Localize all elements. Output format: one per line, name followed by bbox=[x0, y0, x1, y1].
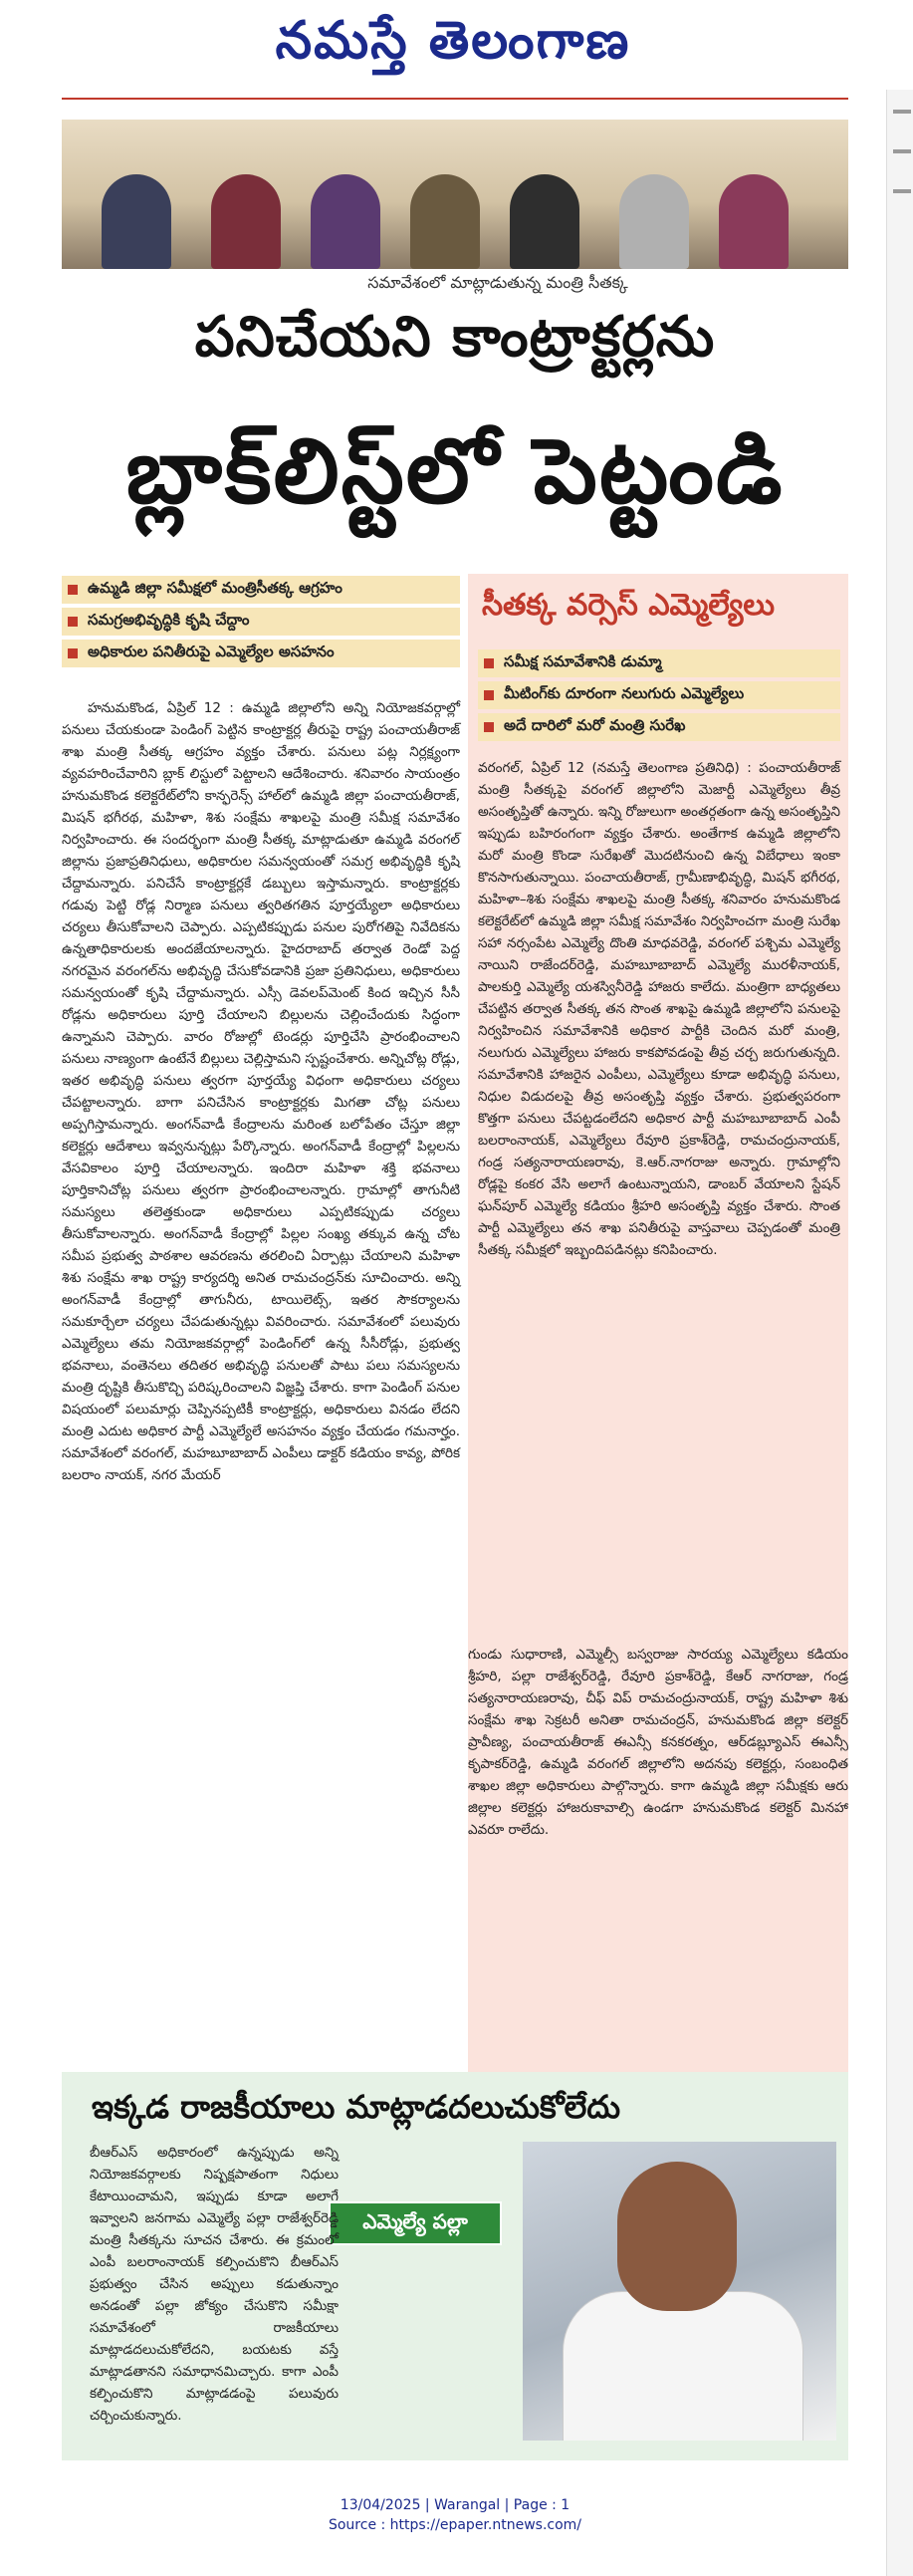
main-article-body bbox=[62, 697, 460, 1486]
bullet-square-icon bbox=[68, 617, 78, 627]
sidebar-title: సీతక్క వర్సెస్ ఎమ్మెల్యేలు bbox=[482, 588, 775, 623]
bullet-item: మీటింగ్‌కు దూరంగా నలుగురు ఎమ్మెల్యేలు bbox=[478, 681, 840, 709]
masthead bbox=[60, 12, 846, 82]
bullet-item: అదే దారిలో మరో మంత్రి సురేఖ bbox=[478, 713, 840, 741]
footer-source-line: Source : https://epaper.ntnews.com/ bbox=[328, 2517, 582, 2533]
meeting-photo bbox=[62, 120, 848, 269]
masthead-rule bbox=[62, 98, 848, 100]
headline-line1: పనిచేయని కాంట్రాక్టర్లను bbox=[194, 304, 716, 370]
page-footer bbox=[62, 2495, 848, 2535]
masthead-title: నమస్తే తెలంగాణ bbox=[275, 10, 631, 71]
footer-date-line: 13/04/2025 | Warangal | Page : 1 bbox=[340, 2497, 571, 2513]
continued-article-body bbox=[468, 1644, 848, 1841]
continued-article-text: గుండు సుధారాణి, ఎమ్మెల్సీ బస్వరాజు సారయ్య ఎమ్మెల్యేలు కడియం శ్రీహరి, పల్లా రాజేశ్వర్‌రెడ్డి, రేవూరి ప్రకాశ్‌రెడ్డి, కేఆర్ నాగరాజు, గండ్ర సత్యనారాయణరావు, చీఫ్ విప్ రామచంద్రునాయక్, రాష్ట్ర మహిళా శిశు సంక్షేమ శాఖ సెక్రటరీ అనితా రామచంద్రన్, హనుమకొండ జిల్లా కలెక్టర్ ప్రావీణ్య, పంచాయతీరాజ్ ఈఎన్సీ కనకరత్నం, ఆర్‌డబ్ల్యూఎస్ ఈఎన్సీ కృపాకర్‌రెడ్డి, ఉమ్మడి వరంగల్ జిల్లాలోని అదనపు కలెక్టర్లు, సంబంధిత శాఖల జిల్లా అధికారులు పాల్గొన్నారు. కాగా ఉమ్మడి జిల్లా సమీక్షకు ఆరు జిల్లాల కలెక్టర్లు హాజరుకావాల్సి ఉండగా హనుమకొండ కలెక్టర్ మినహా ఎవరూ రాలేదు. bbox=[468, 1647, 848, 1838]
mla-photo bbox=[523, 2142, 836, 2441]
bottom-story-body bbox=[90, 2142, 339, 2427]
headline-line2: బ్లాక్‌లిస్ట్‌లో పెట్టండి bbox=[125, 418, 785, 524]
left-bullets bbox=[62, 576, 460, 671]
bullet-item: సమగ్రఅభివృద్ధికి కృషి చేద్దాం bbox=[62, 608, 460, 636]
photo-figure-head bbox=[617, 2162, 737, 2311]
bullet-item: ఉమ్మడి జిల్లా సమీక్షలో మంత్రిసీతక్క ఆగ్రహం bbox=[62, 576, 460, 604]
mla-tag: ఎమ్మెల్యే పల్లా bbox=[329, 2201, 502, 2245]
sidebar-bullets bbox=[478, 649, 840, 745]
photo-caption: సమావేశంలో మాట్లాడుతున్న మంత్రి సీతక్క bbox=[367, 273, 628, 292]
main-article-text: హనుమకొండ, ఏప్రిల్ 12 : ఉమ్మడి జిల్లాలోని అన్ని నియోజకవర్గాల్లో పనులు చేయకుండా పెండింగ్ పెట్టిన కాంట్రాక్టర్ల తీరుపై రాష్ట్ర పంచాయతీరాజ్ శాఖ మంత్రి సీతక్క ఆగ్రహం వ్యక్తం చేశారు. పనులు పట్ల నిర్లక్ష్యంగా వ్యవహరించేవారిని బ్లాక్ లిస్టులో పెట్టాలని ఆదేశించారు. శనివారం సాయంత్రం హనుమకొండ కలెక్టరేట్‌లోని కాన్ఫరెన్స్ హాల్‌లో ఉమ్మడి జిల్లా పంచాయతీరాజ్, మిషన్ భగీరథ, మహిళా, శిశు సంక్షేమ శాఖలపై మంత్రి సమీక్ష సమావేశం నిర్వహించారు. ఈ సందర్భంగా మంత్రి సీతక్క మాట్లాడుతూ ఉమ్మడి వరంగల్ జిల్లాను ప్రజాప్రతినిధులు, అధికారుల సమన్వయంతో సమగ్ర అభివృద్ధికి కృషి చేద్దామన్నారు. పనిచేసే కాంట్రాక్టర్లకే డబ్బులు ఇస్తామన్నారు. కాంట్రాక్టర్లకు గడువు పెట్టి రోడ్ల నిర్మాణ పనులు త్వరితగతిన పూర్తయ్యేలా అధికారులు చర్యలు తీసుకోవాలని చెప్పారు. ఎప్పటికప్పుడు పనుల పురోగతిపై నివేదికను ఉన్నతాధికారులకు అందజేయాలన్నారు. హైదరాబాద్ తర్వాత రెండో పెద్ద నగరమైన వరంగల్‌ను అభివృద్ధి చేసుకోవడానికి ప్రజా ప్రతినిధులు, అధికారులు సమన్వయంతో కృషి చేద్దామన్నారు. ఎస్సీ డెవలప్‌మెంట్ కింద ఇచ్చిన సీసీ రోడ్లను అధికారులు పూర్తి చేయాలని బిల్లులను చెల్లించేందుకు సిద్ధంగా ఉన్నామని చెప్పారు. వారం రోజుల్లో టెండర్లు పూర్తిచేసి ప్రారంభించాలని పనులు నాణ్యంగా ఉంటేనే బిల్లులు చెల్లిస్తామని స్పష్టంచేశారు. అన్నిచోట్ల రోడ్లు, ఇతర అభివృద్ధి పనులు త్వరగా పూర్తయ్యే విధంగా అధికారులు చర్యలు చేపట్టాలన్నారు. బాగా పనిచేసిన కాంట్రాక్టర్లకు మిగతా చోట్ల పనులు అప్పగిస్తామన్నారు. అంగన్‌వాడీ కేంద్రాలను మరింత బలోపేతం చేస్తూ జిల్లా కలెక్టర్లు ఆదేశాలు ఇవ్వనున్నట్లు పేర్కొన్నారు. అంగన్‌వాడీ కేంద్రాల్లో పిల్లలను వేసవికాలం పూర్తి చేయాలన్నారు. ఇందిరా మహిళా శక్తి భవనాలు పూర్తికానిచోట్ల పనులు త్వరగా ప్రారంభించాలన్నారు. గ్రామాల్లో తాగునీటి సమస్యలు తలెత్తకుండా అధికారులు ఎప్పటికప్పుడు చర్యలు తీసుకోవాలన్నారు. అంగన్‌వాడీ కేంద్రాల్లో పిల్లల సంఖ్య తక్కువ ఉన్న చోట సమీప ప్రభుత్వ పాఠశాల ఆవరణను తరలించి ఏర్పాట్లు చేయాలని మహిళా శిశు సంక్షేమ శాఖ రాష్ట్ర కార్యదర్శి అనిత రామచంద్రన్‌కు సూచించారు. అన్ని అంగన్‌వాడీ కేంద్రాల్లో తాగునీరు, టాయిలెట్స్, ఇతర సౌకర్యాలను సమకూర్చేలా చర్యలు చేపడుతున్నట్లు వివరించారు. సమావేశంలో పలువురు ఎమ్మెల్యేలు తమ నియోజకవర్గాల్లో పెండింగ్‌లో ఉన్న సీసీరోడ్లు, ప్రభుత్వ భవనాలు, వంతెనలు తదితర అభివృద్ధి పనులతో పాటు పలు సమస్యలను మంత్రి దృష్టికి తీసుకొచ్చి పరిష్కరించాలని విజ్ఞప్తి చేశారు. కాగా పెండింగ్ పనుల విషయంలో పలుమార్లు చెప్పినప్పటికీ కాంట్రాక్టర్లు, అధికారులు వినడం లేదని మంత్రి ఎదుట అధికార పార్టీ ఎమ్మెల్యేలే అసహనం వ్యక్తం చేయడం గమనార్హం. సమావేశంలో వరంగల్, మహబూబాబాద్ ఎంపీలు డాక్టర్ కడియం కావ్య, పోరిక బలరాం నాయక్, నగర మేయర్ bbox=[62, 700, 460, 1483]
bullet-item: సమీక్ష సమావేశానికి డుమ్మా bbox=[478, 649, 840, 677]
bullet-square-icon bbox=[68, 585, 78, 595]
sidebar-body bbox=[478, 757, 840, 1261]
bullet-square-icon bbox=[484, 658, 494, 668]
bottom-story-title: ఇక్కడ రాజకీయాలు మాట్లాడదలుచుకోలేదు bbox=[92, 2088, 621, 2126]
adjacent-page-edge bbox=[886, 90, 913, 2576]
bullet-square-icon bbox=[484, 690, 494, 700]
bullet-square-icon bbox=[68, 648, 78, 658]
bottom-story-text: బీఆర్‌ఎస్ అధికారంలో ఉన్నప్పుడు అన్ని నియోజకవర్గాలకు నిష్పక్షపాతంగా నిధులు కేటాయించామని, ఇప్పుడు కూడా అలాగే ఇవ్వాలని జనగామ ఎమ్మెల్యే పల్లా రాజేశ్వర్‌రెడ్డి మంత్రి సీతక్కను సూచన చేశారు. ఈ క్రమంలో ఎంపీ బలరాంనాయక్ కల్పించుకొని బీఆర్‌ఎస్ ప్రభుత్వం చేసిన అప్పులు కడుతున్నాం అనడంతో పల్లా జోక్యం చేసుకొని సమీక్షా సమావేశంలో రాజకీయాలు మాట్లాడదలుచుకోలేదని, బయటకు వస్తే మాట్లాడతానని సమాధానమిచ్చారు. కాగా ఎంపీ కల్పించుకొని మాట్లాడడంపై పలువురు చర్చించుకున్నారు. bbox=[90, 2145, 339, 2424]
bullet-square-icon bbox=[484, 722, 494, 732]
sidebar-text: వరంగల్, ఏప్రిల్ 12 (నమస్తే తెలంగాణ ప్రతినిధి) : పంచాయతీరాజ్ మంత్రి సీతక్కపై వరంగల్ జిల్లాలోని మెజార్టీ ఎమ్మెల్యేలు తీవ్ర అసంతృప్తితో ఉన్నారు. ఇన్ని రోజులుగా అంతర్గతంగా ఉన్న అసంతృప్తిని ఇప్పుడు బహిరంగంగా వ్యక్తం చేశారు. అంతేగాక ఉమ్మడి జిల్లాలోని మరో మంత్రి కొండా సురేఖతో మొదటినుంచి ఉన్న విబేధాలు ఇంకా కొనసాగుతున్నాయి. పంచాయతీరాజ్, గ్రామీణాభివృద్ధి, మిషన్ భగీరథ, మహిళా–శిశు సంక్షేమ శాఖలపై మంత్రి సీతక్క శనివారం హనుమకొండ కలెక్టరేట్‌లో ఉమ్మడి జిల్లా సమీక్ష సమావేశం నిర్వహించగా మంత్రి సురేఖ సహా నర్సంపేట ఎమ్మెల్యే దొంతి మాధవరెడ్డి, వరంగల్ పశ్చిమ ఎమ్మెల్యే నాయిని రాజేందర్‌రెడ్డి, మహబూబాబాద్ ఎమ్మెల్యే మురళీనాయక్, పాలకుర్తి ఎమ్మెల్యే యశస్వినీరెడ్డి హాజరు కాలేదు. మంత్రిగా బాధ్యతలు చేపట్టిన తర్వాత సీతక్క తన సొంత శాఖపై ఉమ్మడి జిల్లాలోని పనులపై నిర్వహించిన సమావేశానికి అధికార పార్టీకి చెందిన మరో మంత్రి, నలుగురు ఎమ్మెల్యేలు హాజరు కాకపోవడంపై తీవ్ర చర్చ జరుగుతున్నది. సమావేశానికి హాజరైన ఎంపీలు, ఎమ్మెల్యేలు కూడా అభివృద్ధి పనులు, నిధుల విడుదలపై తీవ్ర అసంతృప్తి వ్యక్తం చేశారు. ప్రభుత్వపరంగా కొత్తగా పనులు చేపట్టడంలేదని అధికార పార్టీ మహబూబాబాద్ ఎంపీ బలరాంనాయక్, ఎమ్మెల్యేలు రేవూరి ప్రకాశ్‌రెడ్డి, రామచంద్రునాయక్, గండ్ర సత్యనారాయణరావు, కె.ఆర్.నాగరాజు అన్నారు. గ్రామాల్లోని రోడ్లపై కంకర వేసి అలాగే ఉంటున్నాయని, డాంబర్ వేయాలని స్టేషన్ ఘన్‌పూర్ ఎమ్మెల్యే కడియం శ్రీహరి అసంతృప్తి వ్యక్తం చేశారు. సొంత పార్టీ ఎమ్మెల్యేలు తన శాఖ పనితీరుపై వాస్తవాలు చెప్పడంతో మంత్రి సీతక్క సమీక్షలో ఇబ్బందిపడినట్లు కనిపించారు. bbox=[478, 760, 840, 1258]
bullet-item: అధికారుల పనితీరుపై ఎమ్మెల్యేల అసహనం bbox=[62, 640, 460, 667]
photo-figure bbox=[563, 2291, 803, 2441]
